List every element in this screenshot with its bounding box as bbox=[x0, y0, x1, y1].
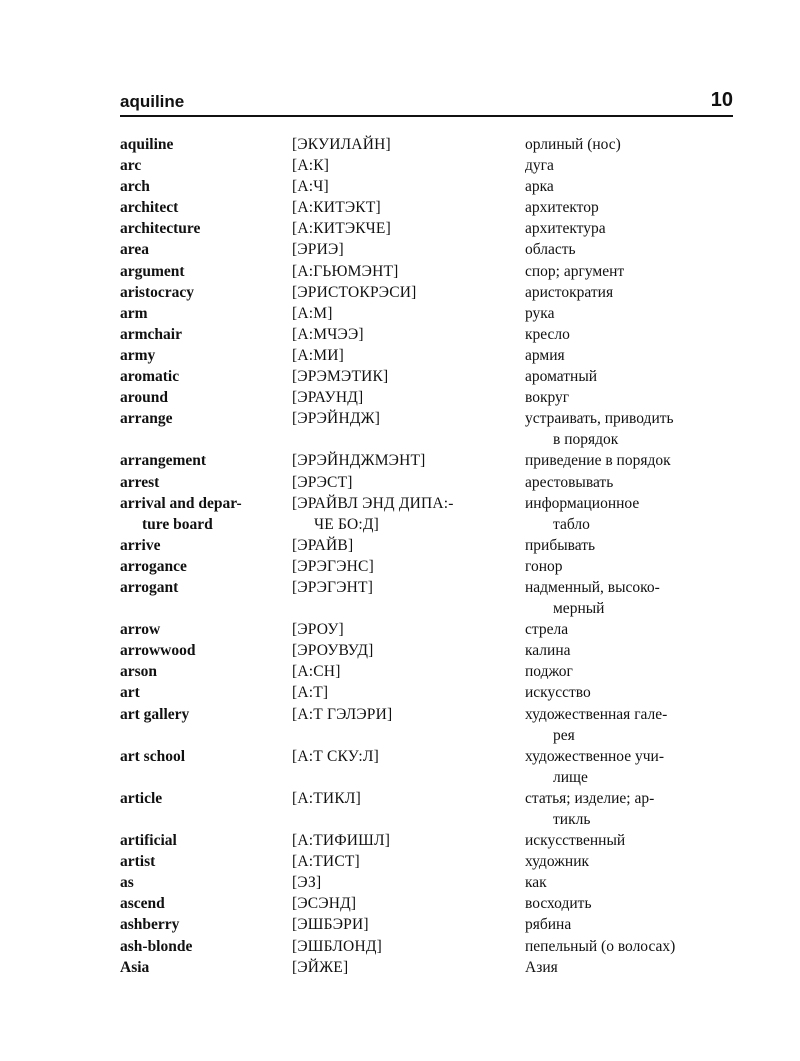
dictionary-entry bbox=[120, 640, 740, 661]
entry-translation bbox=[525, 619, 568, 640]
dictionary-entry bbox=[120, 261, 740, 282]
entry-transcription-line: [А:ТИСТ] bbox=[292, 853, 360, 871]
entry-translation-line: художественное учи- bbox=[525, 747, 665, 765]
dictionary-entry bbox=[120, 556, 740, 577]
entry-translation bbox=[525, 155, 554, 176]
entry-translation bbox=[525, 936, 675, 957]
entry-word-line: architect bbox=[120, 199, 179, 217]
entry-word bbox=[120, 472, 159, 493]
entry-translation-line: мерный bbox=[553, 600, 605, 618]
dictionary-entry bbox=[120, 535, 740, 556]
entry-transcription bbox=[292, 155, 329, 176]
entry-transcription bbox=[292, 261, 399, 282]
entry-word-line: art school bbox=[120, 747, 186, 765]
dictionary-entry bbox=[120, 197, 740, 218]
entry-transcription bbox=[292, 134, 391, 155]
entry-word bbox=[120, 493, 242, 535]
entry-transcription-line: [ЭРЭГЭНТ] bbox=[292, 578, 374, 596]
entry-word bbox=[120, 893, 165, 914]
dictionary-entry bbox=[120, 957, 740, 978]
dictionary-entry bbox=[120, 345, 740, 366]
entry-transcription bbox=[292, 387, 363, 408]
entry-word-line: arrogance bbox=[120, 557, 187, 575]
entry-transcription-line: [А:Т СКУ:Л] bbox=[292, 747, 379, 765]
dictionary-entry bbox=[120, 218, 740, 239]
dictionary-entry bbox=[120, 493, 740, 535]
entry-translation-line: устраивать, приводить bbox=[525, 410, 674, 428]
entry-word-line: artist bbox=[120, 853, 156, 871]
entry-word bbox=[120, 387, 168, 408]
entry-translation-line: вокруг bbox=[525, 389, 570, 407]
entry-translation-line: художественная гале- bbox=[525, 705, 668, 723]
entry-word-line: arc bbox=[120, 157, 142, 175]
entry-translation-line: арка bbox=[525, 178, 554, 196]
entry-word bbox=[120, 324, 182, 345]
entry-translation-line: искусственный bbox=[525, 832, 626, 850]
dictionary-entry bbox=[120, 914, 740, 935]
entry-transcription bbox=[292, 535, 353, 556]
entry-translation-line: рея bbox=[553, 726, 575, 744]
entry-translation-line: дуга bbox=[525, 157, 554, 175]
entry-transcription-line: [А:Т] bbox=[292, 684, 329, 702]
entry-transcription-line: [ЭРИЭ] bbox=[292, 241, 344, 259]
entry-transcription bbox=[292, 239, 344, 260]
entry-word bbox=[120, 556, 187, 577]
entry-translation bbox=[525, 704, 667, 746]
dictionary-entry bbox=[120, 872, 740, 893]
entry-transcription-line: [ЭЗ] bbox=[292, 874, 322, 892]
entry-word bbox=[120, 640, 196, 661]
entry-translation bbox=[525, 261, 624, 282]
dictionary-entry bbox=[120, 746, 740, 788]
entry-translation-line: надменный, высоко- bbox=[525, 578, 660, 596]
dictionary-entry bbox=[120, 830, 740, 851]
entry-translation-line: ароматный bbox=[525, 368, 598, 386]
running-headword: aquiline bbox=[120, 92, 185, 111]
entry-word bbox=[120, 746, 185, 767]
entry-word bbox=[120, 450, 206, 471]
dictionary-entry bbox=[120, 134, 740, 155]
dictionary-entry bbox=[120, 704, 740, 746]
dictionary-entry bbox=[120, 282, 740, 303]
entry-transcription-line: [А:ГЬЮМЭНТ] bbox=[292, 262, 399, 280]
entry-translation-line: приведение в порядок bbox=[525, 452, 671, 470]
entry-word-line: art bbox=[120, 684, 140, 702]
entry-translation-line: аристократия bbox=[525, 283, 614, 301]
entry-word bbox=[120, 408, 173, 429]
entry-transcription bbox=[292, 830, 390, 851]
entry-translation bbox=[525, 134, 621, 155]
dictionary-entry bbox=[120, 450, 740, 471]
entry-translation bbox=[525, 893, 592, 914]
entry-word bbox=[120, 239, 149, 260]
entry-translation bbox=[525, 218, 606, 239]
entry-word bbox=[120, 577, 178, 598]
entry-translation bbox=[525, 661, 573, 682]
entry-transcription-line: [ЭРАУНД] bbox=[292, 389, 364, 407]
entry-word bbox=[120, 303, 148, 324]
entry-transcription bbox=[292, 324, 364, 345]
entry-translation bbox=[525, 746, 664, 788]
entry-word bbox=[120, 535, 160, 556]
dictionary-entry bbox=[120, 303, 740, 324]
entry-translation bbox=[525, 577, 660, 619]
entry-translation-line: информационное bbox=[525, 494, 640, 512]
entry-word bbox=[120, 851, 155, 872]
entry-translation-line: калина bbox=[525, 642, 571, 660]
entry-translation bbox=[525, 914, 571, 935]
entry-transcription bbox=[292, 682, 328, 703]
entry-word-line: as bbox=[120, 874, 134, 892]
entry-word bbox=[120, 661, 157, 682]
entry-translation bbox=[525, 788, 654, 830]
dictionary-entry bbox=[120, 936, 740, 957]
entry-transcription-line: [А:МЧЭЭ] bbox=[292, 325, 364, 343]
entry-word-line: arrow bbox=[120, 621, 161, 639]
entry-transcription-line: [А:КИТЭКЧЕ] bbox=[292, 220, 391, 238]
entry-translation bbox=[525, 408, 674, 450]
dictionary-entry bbox=[120, 661, 740, 682]
entry-transcription bbox=[292, 872, 321, 893]
entry-transcription bbox=[292, 851, 360, 872]
entry-translation bbox=[525, 957, 558, 978]
entry-translation bbox=[525, 239, 576, 260]
entry-word-line: arrival and depar- bbox=[120, 494, 242, 512]
entry-translation bbox=[525, 472, 613, 493]
entry-transcription bbox=[292, 176, 329, 197]
entry-word bbox=[120, 282, 194, 303]
entry-transcription bbox=[292, 788, 361, 809]
dictionary-entries bbox=[120, 134, 740, 978]
entry-transcription-line: [ЭРЭГЭНС] bbox=[292, 557, 374, 575]
entry-transcription-line: [А:Ч] bbox=[292, 178, 329, 196]
entry-transcription-line: [А:СН] bbox=[292, 663, 341, 681]
entry-transcription-line: [А:ТИКЛ] bbox=[292, 789, 361, 807]
entry-transcription bbox=[292, 303, 333, 324]
entry-word-line: art gallery bbox=[120, 705, 190, 723]
entry-transcription bbox=[292, 366, 388, 387]
entry-transcription bbox=[292, 408, 380, 429]
entry-translation bbox=[525, 303, 554, 324]
entry-translation-line: Азия bbox=[525, 958, 558, 976]
entry-word bbox=[120, 176, 150, 197]
entry-word-line: arrange bbox=[120, 410, 173, 428]
entry-transcription bbox=[292, 619, 344, 640]
entry-translation bbox=[525, 345, 565, 366]
entry-transcription-line: [А:ТИФИШЛ] bbox=[292, 832, 391, 850]
entry-word-line: ture board bbox=[142, 515, 213, 533]
entry-transcription bbox=[292, 493, 454, 535]
entry-translation bbox=[525, 450, 671, 471]
entry-word-line: arch bbox=[120, 178, 150, 196]
entry-transcription bbox=[292, 218, 391, 239]
entry-word-line: Asia bbox=[120, 958, 150, 976]
dictionary-entry bbox=[120, 239, 740, 260]
entry-translation-line: пепельный (о волосах) bbox=[525, 937, 676, 955]
entry-translation-line: гонор bbox=[525, 557, 563, 575]
entry-translation bbox=[525, 366, 597, 387]
entry-translation-line: художник bbox=[525, 853, 590, 871]
entry-transcription-line: [ЭРЭЙНДЖМЭНТ] bbox=[292, 452, 426, 470]
dictionary-entry bbox=[120, 619, 740, 640]
entry-word-line: arm bbox=[120, 304, 148, 322]
dictionary-entry bbox=[120, 324, 740, 345]
dictionary-entry bbox=[120, 893, 740, 914]
entry-transcription bbox=[292, 472, 353, 493]
entry-transcription-line: [ЭЙЖЕ] bbox=[292, 958, 349, 976]
entry-transcription-line: [ЭРОУ] bbox=[292, 621, 344, 639]
dictionary-entry bbox=[120, 788, 740, 830]
dictionary-entry bbox=[120, 176, 740, 197]
entry-transcription-line: [А:МИ] bbox=[292, 346, 344, 364]
entry-word-line: arrangement bbox=[120, 452, 207, 470]
entry-word bbox=[120, 704, 189, 725]
entry-translation-line: прибывать bbox=[525, 536, 596, 554]
entry-translation-line: армия bbox=[525, 346, 565, 364]
entry-transcription-line: [ЭРИСТОКРЭСИ] bbox=[292, 283, 417, 301]
entry-transcription-line: [ЭРЭЙНДЖ] bbox=[292, 410, 381, 428]
entry-word bbox=[120, 830, 177, 851]
entry-translation-line: архитектура bbox=[525, 220, 606, 238]
entry-word-line: armchair bbox=[120, 325, 182, 343]
entry-word bbox=[120, 197, 178, 218]
entry-translation-line: рябина bbox=[525, 916, 572, 934]
entry-transcription bbox=[292, 282, 417, 303]
entry-transcription-line: [А:Т ГЭЛЭРИ] bbox=[292, 705, 393, 723]
entry-word bbox=[120, 619, 160, 640]
entry-word-line: arrogant bbox=[120, 578, 179, 596]
entry-word bbox=[120, 218, 200, 239]
entry-transcription bbox=[292, 914, 369, 935]
entry-word-line: army bbox=[120, 346, 156, 364]
entry-word bbox=[120, 788, 162, 809]
entry-translation bbox=[525, 282, 613, 303]
entry-transcription-line: [ЭРЭМЭТИК] bbox=[292, 368, 389, 386]
page-number: 10 bbox=[710, 89, 733, 111]
entry-word-line: arrive bbox=[120, 536, 161, 554]
entry-translation bbox=[525, 324, 570, 345]
entry-word bbox=[120, 957, 149, 978]
dictionary-entry bbox=[120, 682, 740, 703]
dictionary-entry bbox=[120, 387, 740, 408]
entry-translation-line: поджог bbox=[525, 663, 573, 681]
entry-transcription-line: [ЭРАЙВ] bbox=[292, 536, 354, 554]
entry-word-line: area bbox=[120, 241, 149, 259]
entry-word bbox=[120, 936, 192, 957]
entry-transcription bbox=[292, 936, 382, 957]
entry-translation-line: арестовывать bbox=[525, 473, 614, 491]
page-header bbox=[120, 89, 733, 117]
entry-word-line: arrest bbox=[120, 473, 160, 491]
entry-word-line: article bbox=[120, 789, 163, 807]
entry-translation-line: восходить bbox=[525, 895, 592, 913]
entry-word-line: aquiline bbox=[120, 136, 174, 153]
dictionary-entry bbox=[120, 408, 740, 450]
entry-translation bbox=[525, 387, 569, 408]
entry-transcription-line: [ЭРАЙВЛ ЭНД ДИПА:- bbox=[292, 494, 454, 512]
entry-transcription-line: [ЭРОУВУД] bbox=[292, 642, 374, 660]
entry-word-line: aristocracy bbox=[120, 283, 195, 301]
entry-translation-line: область bbox=[525, 241, 576, 259]
entry-transcription bbox=[292, 640, 374, 661]
entry-word-line: ascend bbox=[120, 895, 165, 913]
entry-transcription bbox=[292, 957, 348, 978]
entry-transcription-line: [ЭКУИЛАЙН] bbox=[292, 136, 391, 153]
dictionary-entry bbox=[120, 366, 740, 387]
dictionary-entry bbox=[120, 155, 740, 176]
entry-transcription bbox=[292, 450, 426, 471]
entry-translation bbox=[525, 851, 589, 872]
entry-transcription bbox=[292, 893, 356, 914]
entry-word-line: arson bbox=[120, 663, 158, 681]
entry-transcription bbox=[292, 577, 373, 598]
entry-translation bbox=[525, 556, 563, 577]
entry-translation-line: архитектор bbox=[525, 199, 599, 217]
entry-translation bbox=[525, 830, 625, 851]
dictionary-entry bbox=[120, 472, 740, 493]
entry-transcription-line: [А:М] bbox=[292, 304, 333, 322]
dictionary-entry bbox=[120, 851, 740, 872]
entry-transcription-line: [А:КИТЭКТ] bbox=[292, 199, 381, 217]
entry-translation-line: кресло bbox=[525, 325, 570, 343]
entry-translation-line: как bbox=[525, 874, 547, 892]
entry-translation bbox=[525, 197, 599, 218]
entry-word bbox=[120, 872, 134, 893]
entry-translation bbox=[525, 535, 595, 556]
entry-word-line: ash-blonde bbox=[120, 937, 193, 955]
entry-word bbox=[120, 366, 179, 387]
entry-transcription bbox=[292, 746, 379, 767]
entry-word bbox=[120, 155, 141, 176]
entry-translation-line: орлиный (нос) bbox=[525, 136, 621, 153]
entry-transcription bbox=[292, 197, 381, 218]
entry-word-line: architecture bbox=[120, 220, 201, 238]
entry-word-line: artificial bbox=[120, 832, 177, 850]
entry-transcription-line: [ЭШБЛОНД] bbox=[292, 937, 382, 955]
entry-word-line: aromatic bbox=[120, 368, 180, 386]
entry-translation bbox=[525, 682, 591, 703]
dictionary-entry bbox=[120, 577, 740, 619]
entry-translation-line: тикль bbox=[553, 811, 591, 828]
entry-translation-line: искусство bbox=[525, 684, 591, 702]
entry-translation bbox=[525, 640, 571, 661]
entry-translation-line: в порядок bbox=[553, 431, 619, 449]
entry-word bbox=[120, 914, 179, 935]
entry-translation-line: рука bbox=[525, 304, 555, 322]
entry-translation-line: статья; изделие; ар- bbox=[525, 789, 655, 807]
entry-translation bbox=[525, 176, 554, 197]
entry-word-line: arrowwood bbox=[120, 642, 196, 660]
entry-transcription-line: [ЭРЭСТ] bbox=[292, 473, 353, 491]
entry-word-line: around bbox=[120, 389, 168, 407]
entry-transcription bbox=[292, 345, 344, 366]
entry-word-line: ashberry bbox=[120, 916, 180, 934]
entry-transcription bbox=[292, 704, 392, 725]
entry-translation-line: табло bbox=[553, 515, 590, 533]
entry-translation bbox=[525, 872, 547, 893]
entry-word bbox=[120, 682, 140, 703]
entry-transcription bbox=[292, 556, 374, 577]
entry-word bbox=[120, 345, 155, 366]
entry-transcription-line: ЧЕ БО:Д] bbox=[314, 515, 380, 533]
entry-translation-line: спор; аргумент bbox=[525, 262, 625, 280]
entry-translation bbox=[525, 493, 639, 535]
entry-word bbox=[120, 134, 173, 155]
entry-word-line: argument bbox=[120, 262, 185, 280]
entry-translation-line: стрела bbox=[525, 621, 569, 639]
entry-transcription bbox=[292, 661, 341, 682]
entry-translation-line: лище bbox=[553, 768, 588, 786]
entry-transcription-line: [ЭСЭНД] bbox=[292, 895, 357, 913]
entry-word bbox=[120, 261, 185, 282]
entry-transcription-line: [ЭШБЭРИ] bbox=[292, 916, 369, 934]
entry-transcription-line: [А:К] bbox=[292, 157, 330, 175]
